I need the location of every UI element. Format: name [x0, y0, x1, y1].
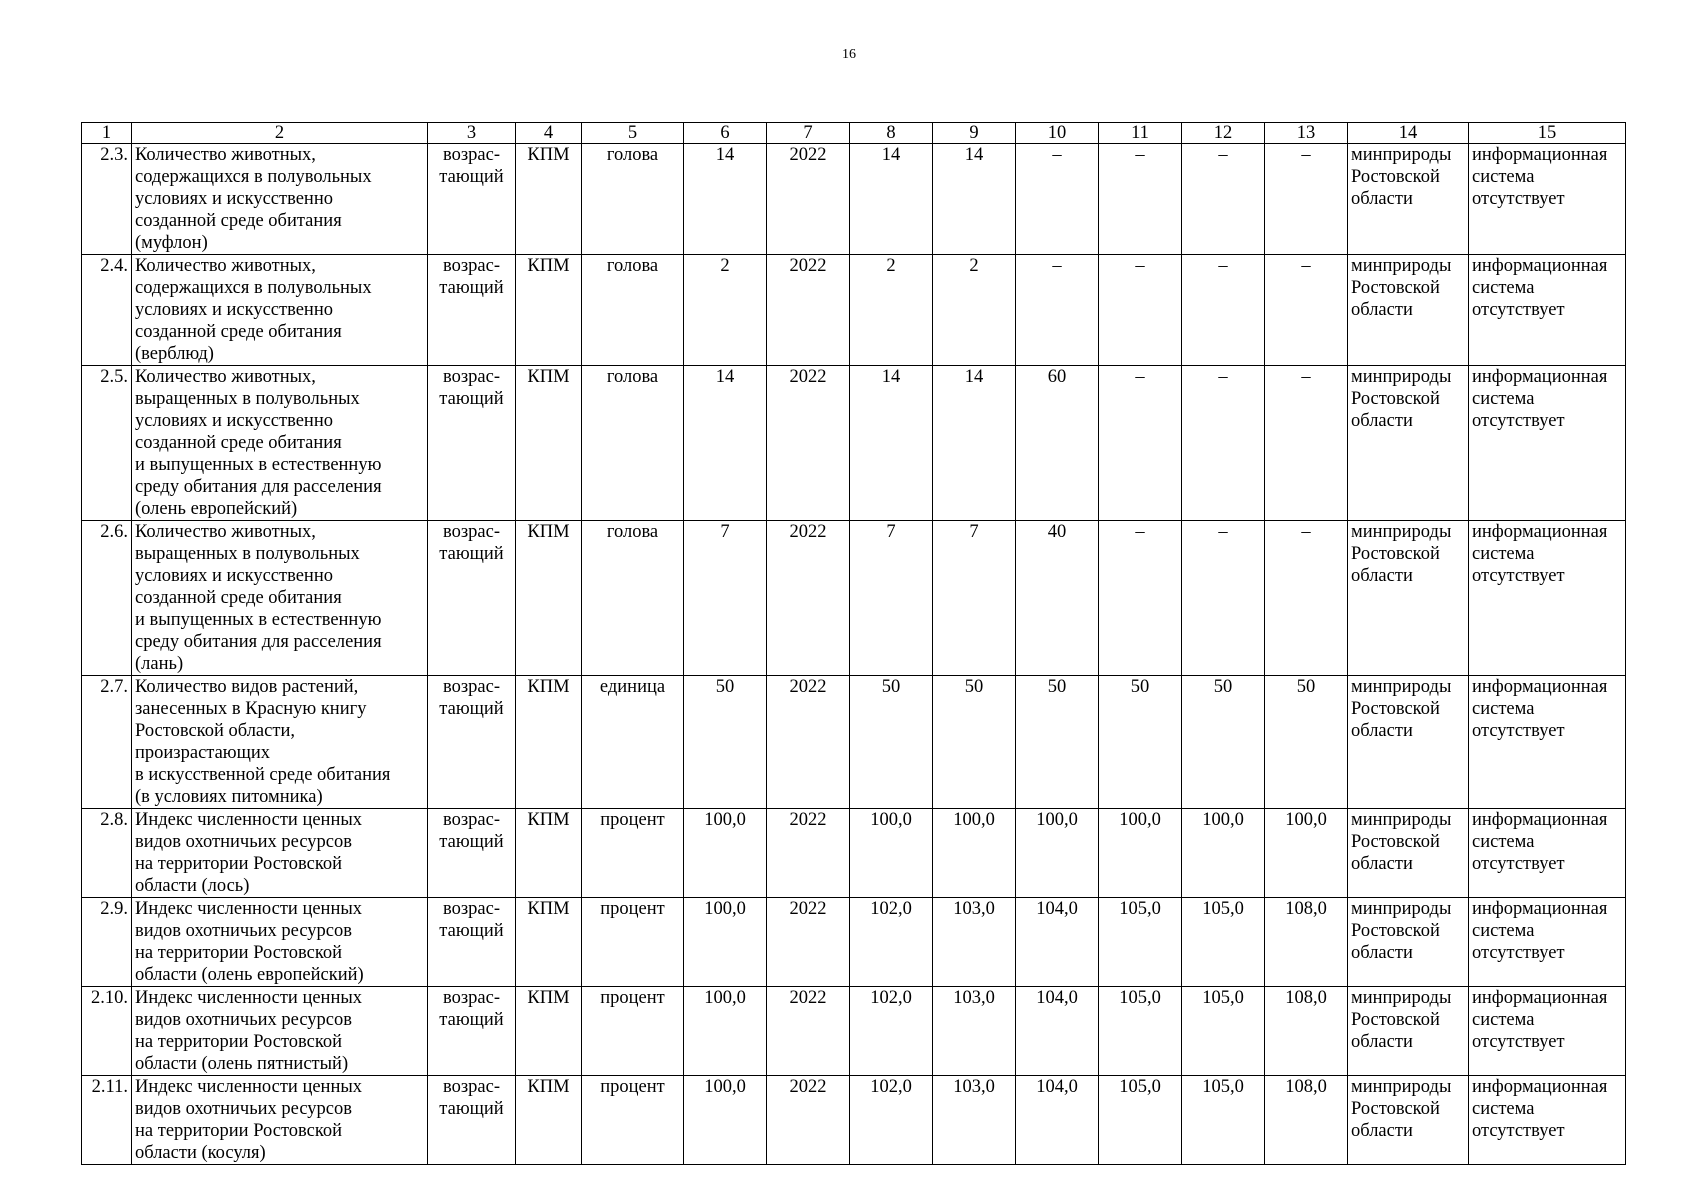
trend-direction: возрас- тающий	[428, 144, 516, 255]
value-cell: 108,0	[1265, 987, 1348, 1076]
value-cell: 14	[933, 366, 1016, 521]
indicator-type: КПМ	[516, 987, 582, 1076]
trend-direction: возрас- тающий	[428, 809, 516, 898]
column-header: 11	[1099, 123, 1182, 144]
trend-direction: возрас- тающий	[428, 676, 516, 809]
unit: процент	[582, 987, 684, 1076]
value-cell: –	[1265, 521, 1348, 676]
column-header: 1	[82, 123, 132, 144]
responsible-body: минприроды Ростовской области	[1348, 521, 1469, 676]
indicator-name: Индекс численности ценных видов охотничьих ресурсов на территории Ростовской области (олень пятнистый)	[132, 987, 428, 1076]
indicator-type: КПМ	[516, 255, 582, 366]
column-header: 14	[1348, 123, 1469, 144]
base-value: 100,0	[684, 1076, 767, 1165]
base-year: 2022	[767, 676, 850, 809]
base-year: 2022	[767, 809, 850, 898]
information-system: информационная система отсутствует	[1469, 366, 1626, 521]
value-cell: 100,0	[1265, 809, 1348, 898]
base-value: 100,0	[684, 809, 767, 898]
trend-direction: возрас- тающий	[428, 987, 516, 1076]
value-cell: 50	[933, 676, 1016, 809]
trend-direction: возрас- тающий	[428, 521, 516, 676]
base-value: 2	[684, 255, 767, 366]
information-system: информационная система отсутствует	[1469, 987, 1626, 1076]
column-header: 15	[1469, 123, 1626, 144]
information-system: информационная система отсутствует	[1469, 809, 1626, 898]
trend-direction: возрас- тающий	[428, 1076, 516, 1165]
information-system: информационная система отсутствует	[1469, 144, 1626, 255]
indicator-name: Количество животных, выращенных в полувольных условиях и искусственно созданной среде обитания и выпущенных в естественную среду обитания для расселения (олень европейский)	[132, 366, 428, 521]
indicator-type: КПМ	[516, 366, 582, 521]
trend-direction: возрас- тающий	[428, 255, 516, 366]
row-number: 2.5.	[82, 366, 132, 521]
table-row	[82, 987, 1626, 1076]
value-cell: 105,0	[1099, 1076, 1182, 1165]
column-header: 4	[516, 123, 582, 144]
value-cell: 50	[850, 676, 933, 809]
unit: процент	[582, 809, 684, 898]
row-number: 2.4.	[82, 255, 132, 366]
information-system: информационная система отсутствует	[1469, 898, 1626, 987]
base-year: 2022	[767, 521, 850, 676]
information-system: информационная система отсутствует	[1469, 521, 1626, 676]
base-year: 2022	[767, 987, 850, 1076]
value-cell: 7	[933, 521, 1016, 676]
trend-direction: возрас- тающий	[428, 366, 516, 521]
indicator-type: КПМ	[516, 809, 582, 898]
page-number: 16	[842, 47, 856, 62]
indicator-type: КПМ	[516, 521, 582, 676]
base-value: 7	[684, 521, 767, 676]
value-cell: 103,0	[933, 1076, 1016, 1165]
row-number: 2.6.	[82, 521, 132, 676]
value-cell: 104,0	[1016, 1076, 1099, 1165]
value-cell: –	[1182, 144, 1265, 255]
value-cell: 105,0	[1182, 987, 1265, 1076]
row-number: 2.7.	[82, 676, 132, 809]
value-cell: 108,0	[1265, 898, 1348, 987]
value-cell: 108,0	[1265, 1076, 1348, 1165]
column-header: 3	[428, 123, 516, 144]
value-cell: 14	[933, 144, 1016, 255]
value-cell: –	[1016, 255, 1099, 366]
information-system: информационная система отсутствует	[1469, 1076, 1626, 1165]
table-row	[82, 144, 1626, 255]
value-cell: –	[1099, 366, 1182, 521]
value-cell: 100,0	[850, 809, 933, 898]
value-cell: 102,0	[850, 898, 933, 987]
row-number: 2.9.	[82, 898, 132, 987]
indicators-table	[81, 122, 1626, 1165]
responsible-body: минприроды Ростовской области	[1348, 987, 1469, 1076]
unit: голова	[582, 255, 684, 366]
value-cell: 2	[933, 255, 1016, 366]
value-cell: 105,0	[1182, 1076, 1265, 1165]
column-header: 12	[1182, 123, 1265, 144]
value-cell: 100,0	[1099, 809, 1182, 898]
table-row	[82, 898, 1626, 987]
value-cell: 60	[1016, 366, 1099, 521]
value-cell: 102,0	[850, 987, 933, 1076]
table-row	[82, 366, 1626, 521]
value-cell: 7	[850, 521, 933, 676]
value-cell: –	[1099, 255, 1182, 366]
value-cell: 40	[1016, 521, 1099, 676]
column-header: 5	[582, 123, 684, 144]
value-cell: 102,0	[850, 1076, 933, 1165]
column-number-row	[82, 123, 1626, 144]
base-value: 100,0	[684, 987, 767, 1076]
value-cell: –	[1182, 255, 1265, 366]
responsible-body: минприроды Ростовской области	[1348, 809, 1469, 898]
responsible-body: минприроды Ростовской области	[1348, 255, 1469, 366]
value-cell: 103,0	[933, 898, 1016, 987]
value-cell: 100,0	[1016, 809, 1099, 898]
indicator-name: Количество видов растений, занесенных в Красную книгу Ростовской области, произрастающих в искусственной среде обитания (в условиях питомника)	[132, 676, 428, 809]
indicator-name: Индекс численности ценных видов охотничьих ресурсов на территории Ростовской области (лось)	[132, 809, 428, 898]
indicator-type: КПМ	[516, 898, 582, 987]
base-value: 100,0	[684, 898, 767, 987]
value-cell: 2	[850, 255, 933, 366]
value-cell: 104,0	[1016, 898, 1099, 987]
value-cell: 100,0	[933, 809, 1016, 898]
responsible-body: минприроды Ростовской области	[1348, 144, 1469, 255]
indicator-name: Количество животных, содержащихся в полувольных условиях и искусственно созданной среде обитания (муфлон)	[132, 144, 428, 255]
value-cell: 105,0	[1182, 898, 1265, 987]
unit: процент	[582, 898, 684, 987]
unit: голова	[582, 521, 684, 676]
value-cell: –	[1099, 521, 1182, 676]
value-cell: 14	[850, 144, 933, 255]
indicator-type: КПМ	[516, 144, 582, 255]
value-cell: 14	[850, 366, 933, 521]
column-header: 10	[1016, 123, 1099, 144]
indicator-type: КПМ	[516, 676, 582, 809]
responsible-body: минприроды Ростовской области	[1348, 1076, 1469, 1165]
base-value: 50	[684, 676, 767, 809]
value-cell: –	[1099, 144, 1182, 255]
value-cell: –	[1265, 144, 1348, 255]
column-header: 13	[1265, 123, 1348, 144]
row-number: 2.8.	[82, 809, 132, 898]
row-number: 2.10.	[82, 987, 132, 1076]
value-cell: –	[1265, 366, 1348, 521]
column-header: 8	[850, 123, 933, 144]
value-cell: –	[1182, 366, 1265, 521]
trend-direction: возрас- тающий	[428, 898, 516, 987]
base-year: 2022	[767, 366, 850, 521]
value-cell: –	[1265, 255, 1348, 366]
unit: процент	[582, 1076, 684, 1165]
table-row	[82, 809, 1626, 898]
indicator-name: Индекс численности ценных видов охотничьих ресурсов на территории Ростовской области (олень европейский)	[132, 898, 428, 987]
indicator-name: Индекс численности ценных видов охотничьих ресурсов на территории Ростовской области (косуля)	[132, 1076, 428, 1165]
value-cell: 105,0	[1099, 987, 1182, 1076]
value-cell: 105,0	[1099, 898, 1182, 987]
column-header: 9	[933, 123, 1016, 144]
value-cell: 50	[1265, 676, 1348, 809]
indicator-name: Количество животных, выращенных в полувольных условиях и искусственно созданной среде обитания и выпущенных в естественную среду обитания для расселения (лань)	[132, 521, 428, 676]
table-row	[82, 1076, 1626, 1165]
unit: единица	[582, 676, 684, 809]
column-header: 6	[684, 123, 767, 144]
value-cell: 50	[1016, 676, 1099, 809]
indicator-type: КПМ	[516, 1076, 582, 1165]
value-cell: –	[1182, 521, 1265, 676]
row-number: 2.3.	[82, 144, 132, 255]
information-system: информационная система отсутствует	[1469, 255, 1626, 366]
responsible-body: минприроды Ростовской области	[1348, 676, 1469, 809]
value-cell: 50	[1099, 676, 1182, 809]
row-number: 2.11.	[82, 1076, 132, 1165]
unit: голова	[582, 144, 684, 255]
base-value: 14	[684, 366, 767, 521]
column-header: 2	[132, 123, 428, 144]
indicator-name: Количество животных, содержащихся в полувольных условиях и искусственно созданной среде обитания (верблюд)	[132, 255, 428, 366]
table-row	[82, 255, 1626, 366]
base-year: 2022	[767, 898, 850, 987]
value-cell: 104,0	[1016, 987, 1099, 1076]
base-value: 14	[684, 144, 767, 255]
value-cell: 103,0	[933, 987, 1016, 1076]
base-year: 2022	[767, 1076, 850, 1165]
unit: голова	[582, 366, 684, 521]
information-system: информационная система отсутствует	[1469, 676, 1626, 809]
value-cell: –	[1016, 144, 1099, 255]
column-header: 7	[767, 123, 850, 144]
table-row	[82, 521, 1626, 676]
value-cell: 50	[1182, 676, 1265, 809]
base-year: 2022	[767, 144, 850, 255]
base-year: 2022	[767, 255, 850, 366]
value-cell: 100,0	[1182, 809, 1265, 898]
responsible-body: минприроды Ростовской области	[1348, 898, 1469, 987]
table-row	[82, 676, 1626, 809]
responsible-body: минприроды Ростовской области	[1348, 366, 1469, 521]
